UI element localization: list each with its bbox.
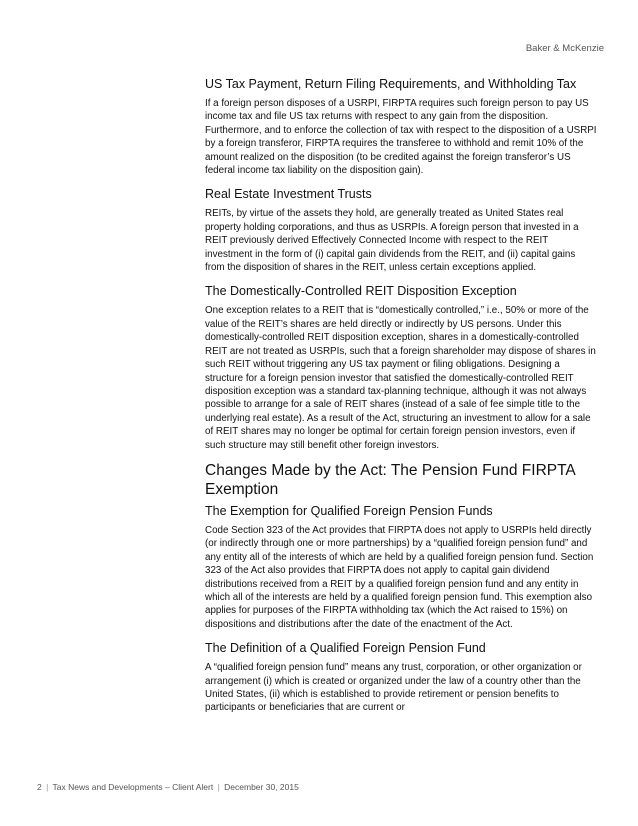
section-withholding-tax [205,76,597,177]
section-paragraph: Code Section 323 of the Act provides that FIRPTA does not apply to USRPIs held directly (or indirectly through one or more partnerships) by a “qualified foreign pension fund” and any entity all of the interests of which are held by a qualified foreign pension fund. Section 323 of the Act also provides that FIRPTA does not apply to capital gain dividend distributions received from a REIT by a qualified foreign pension fund and any entity in which all of the interests are held by a qualified foreign pension fund. This exemption also applies for purposes of the FIRPTA withholding tax (which the Act raised to 15%) on dispositions and distributions after the date of the enactment of the Act. [205,524,594,630]
section-qualified-pension-fund-definition [205,640,597,715]
section-heading: The Definition of a Qualified Foreign Pension Fund [205,641,486,656]
section-heading: US Tax Payment, Return Filing Requirements, and Withholding Tax [205,77,577,91]
publication-title: Tax News and Developments – Client Alert [52,782,214,792]
page-footer [37,782,299,792]
section-heading: The Domestically-Controlled REIT Disposition Exception [205,284,517,299]
page-number: 2 [37,782,42,792]
document-body [205,76,597,724]
header-firm-name: Baker & McKenzie [525,43,604,54]
footer-separator: | [46,782,49,792]
publication-date: December 30, 2015 [224,782,299,792]
section-paragraph: If a foreign person disposes of a USRPI, FIRPTA requires such foreign person to pay US income tax and file US tax returns with respect to any gain from the disposition. Furthermore, and to enforce the collection of tax with respect to the disposition of a USRPI by a foreign transferor, FIRPTA requires the transferee to withhold and remit 10% of the amount realized on the disposition (to be credited against the foreign transferor’s US federal income tax liability on the disposition gain). [205,98,597,177]
section-heading: Real Estate Investment Trusts [205,187,372,202]
section-pension-fund-exemption [205,461,597,631]
section-reits [205,186,597,274]
section-paragraph: A “qualified foreign pension fund” means any trust, corporation, or other organization or arrangement (i) which is created or organized under the law of a country other than the United States, (ii) which is established to provide retirement or pension benefits to participants or beneficiaries that are current or [205,662,582,714]
main-heading: Changes Made by the Act: The Pension Fund FIRPTA Exemption [205,461,575,498]
section-heading: The Exemption for Qualified Foreign Pension Funds [205,503,493,518]
section-domestically-controlled-reit [205,283,597,451]
section-paragraph: REITs, by virtue of the assets they hold, are generally treated as United States real property holding corporations, and thus as USRPIs. A foreign person that invested in a REIT previously derived Effectively Connected Income with respect to the REIT investment in the form of (i) capital gain dividends from the REIT, and (ii) capital gains from the disposition of shares in the REIT, unless certain exceptions applied. [205,208,579,274]
section-paragraph: One exception relates to a REIT that is “domestically controlled,” i.e., 50% or more of the value of the REIT’s shares are held directly or indirectly by US persons. Under this domestically-controlled REIT disposition exception, shares in a domestically-controlled REIT are not treated as USRPIs, such that a foreign shareholder may dispose of shares in such REIT without triggering any US tax payment or filing obligations. Designing a structure for a foreign pension investor that satisfied the domestically-controlled REIT disposition exception was a standard tax-planning technique, although it was not always possible to arrange for a sale of REIT shares (instead of a sale of fee simple title to the underlying real estate). As a result of the Act, structuring an investment to allow for a sale of REIT shares may no longer be optimal for certain foreign pension investors, even if such structure may still benefit other foreign investors. [205,305,596,451]
footer-separator: | [217,782,220,792]
